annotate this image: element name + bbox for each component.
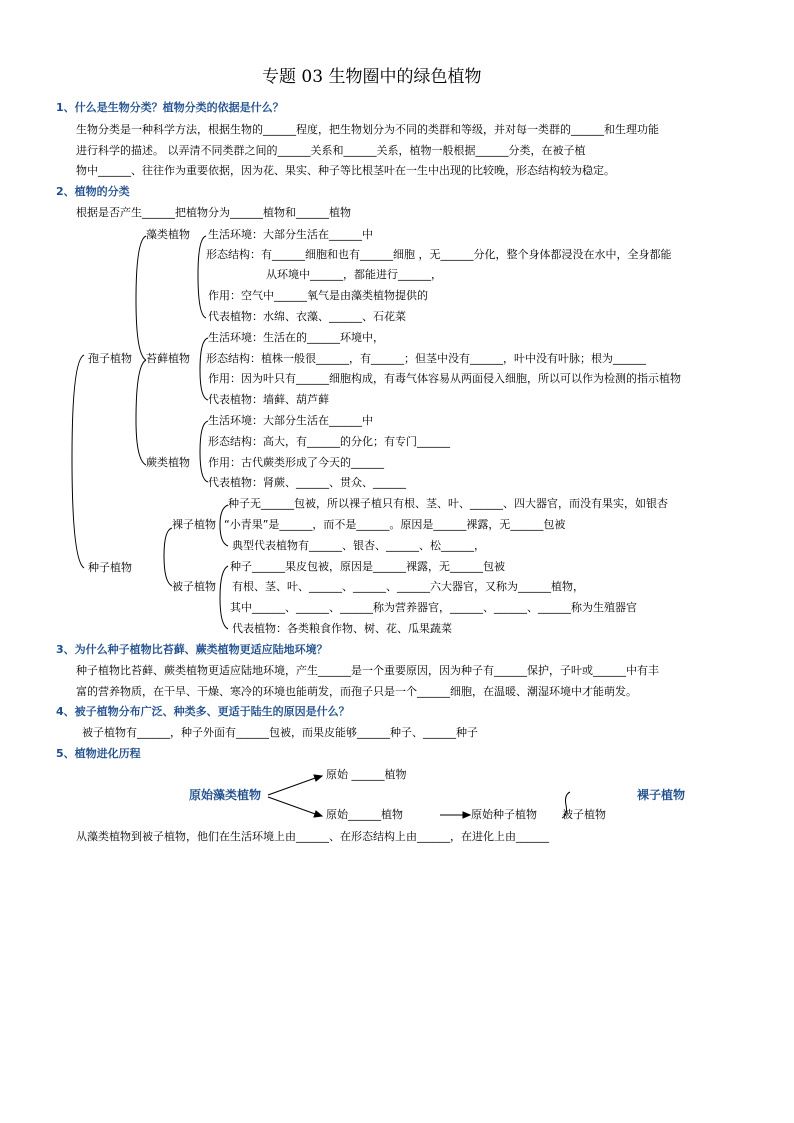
moss-label: 苔藓植物: [146, 352, 190, 365]
fern-label: 蕨类植物: [146, 456, 190, 469]
s2-intro: 根据是否产生______把植物分为______植物和______植物: [76, 206, 351, 219]
evolution-angiosperm: 被子植物: [562, 808, 606, 821]
algae-line-5: 代表植物：水绵、衣藻、______、石花菜: [208, 310, 406, 323]
evolution-bottom: 原始______植物: [326, 808, 403, 821]
moss-line-2: 形态结构：植株一般很______，有______；但茎中没有______，叶中没有叶脉；根为______: [206, 352, 646, 365]
s1-line-3: 物中______、往往作为重要依据，因为花、果实、种子等比根茎叶在一生中出现的比较晚，形态结构较为稳定。: [76, 164, 615, 177]
section-2-heading: 2、植物的分类: [56, 185, 130, 198]
angio-line-1: 种子______果皮包被，原因是______裸露，无______包被: [230, 560, 505, 573]
s4-line-1: 被子植物有______，种子外面有______包被，而果皮能够______种子、______种子: [82, 726, 478, 739]
s3-line-1: 种子植物比苔藓、蕨类植物更适应陆地环境，产生______是一个重要原因，因为种子有______保护，子叶或______中有丰: [76, 664, 659, 677]
s3-line-2: 富的营养物质，在干旱、干燥、寒冷的环境也能萌发，而孢子只是一个______细胞，在温暖、潮湿环境中才能萌发。: [76, 685, 637, 698]
fern-line-4: 代表植物：肾蕨、______、贯众、______: [208, 476, 406, 489]
fern-line-2: 形态结构：高大，有______的分化；有专门______: [208, 435, 450, 448]
gymno-line-1: 种子无______包被，所以裸子植只有根、茎、叶、______、四大器官，而没有果实，如银杏: [228, 497, 668, 510]
section-1-heading: 1、什么是生物分类？植物分类的依据是什么？: [56, 101, 284, 114]
s1-line-1: 生物分类是一种科学方法，根据生物的______程度，把生物划分为不同的类群和等级，并对每一类群的______和生理功能: [76, 123, 659, 136]
evolution-top: 原始 ______植物: [326, 768, 407, 781]
seed-plants-label: 种子植物: [88, 561, 132, 574]
section-5-heading: 5、植物进化历程: [56, 747, 141, 760]
algae-line-2: 形态结构：有______细胞和也有______细胞 ，无______分化，整个身体都浸没在水中，全身都能: [206, 248, 672, 261]
moss-line-1: 生活环境：生活在的______环境中，: [208, 331, 384, 344]
gymnosperm-label: 裸子植物: [172, 518, 216, 531]
angio-line-4: 代表植物：各类粮食作物、树、花、瓜果蔬菜: [232, 622, 452, 635]
gymno-line-3: 典型代表植物有______、银杏、______、松______，: [232, 539, 485, 552]
algae-line-4: 作用：空气中______氧气是由藻类植物提供的: [208, 289, 428, 302]
evolution-gymnosperm: 裸子植物: [637, 788, 686, 802]
algae-line-3: 从环境中______，都能进行______，: [266, 268, 442, 281]
evolution-seed-origin: 原始种子植物: [471, 808, 537, 821]
section-4-heading: 4、被子植物分布广泛、种类多、更适于陆生的原因是什么？: [56, 705, 350, 718]
moss-line-4: 代表植物：墙藓、葫芦藓: [208, 393, 329, 406]
angiosperm-label: 被子植物: [172, 580, 216, 593]
gymno-line-2: “小青果”是______，而不是______。原因是______裸露，无______包被: [224, 518, 566, 531]
evolution-summary: 从藻类植物到被子植物，他们在生活环境上由______、在形态结构上由______，在进化上由______: [76, 830, 549, 843]
algae-label: 藻类植物: [146, 228, 190, 241]
angio-line-3: 其中______、______、______称为营养器官，______、______、______称为生殖器官: [230, 601, 637, 614]
evolution-origin: 原始藻类植物: [189, 788, 262, 802]
angio-line-2: 有根、茎、叶、______、______、______六大器官，又称为______植物，: [232, 580, 584, 593]
spore-plants-label: 孢子植物: [88, 352, 132, 365]
page-title: 专题 03 生物圈中的绿色植物: [262, 67, 482, 87]
fern-line-3: 作用：古代蕨类形成了今天的______: [208, 456, 384, 469]
section-3-heading: 3、为什么种子植物比苔藓、蕨类植物更适应陆地环境？: [56, 643, 328, 656]
moss-line-3: 作用：因为叶只有______细胞构成，有毒气体容易从两面侵入细胞，所以可以作为检测的指示植物: [208, 372, 681, 385]
algae-line-1: 生活环境：大部分生活在______中: [208, 228, 373, 241]
fern-line-1: 生活环境：大部分生活在______中: [208, 414, 373, 427]
s1-line-2: 进行科学的描述。 以弄清不同类群之间的______关系和______关系，植物一般根据______分类，在被子植: [76, 144, 586, 157]
